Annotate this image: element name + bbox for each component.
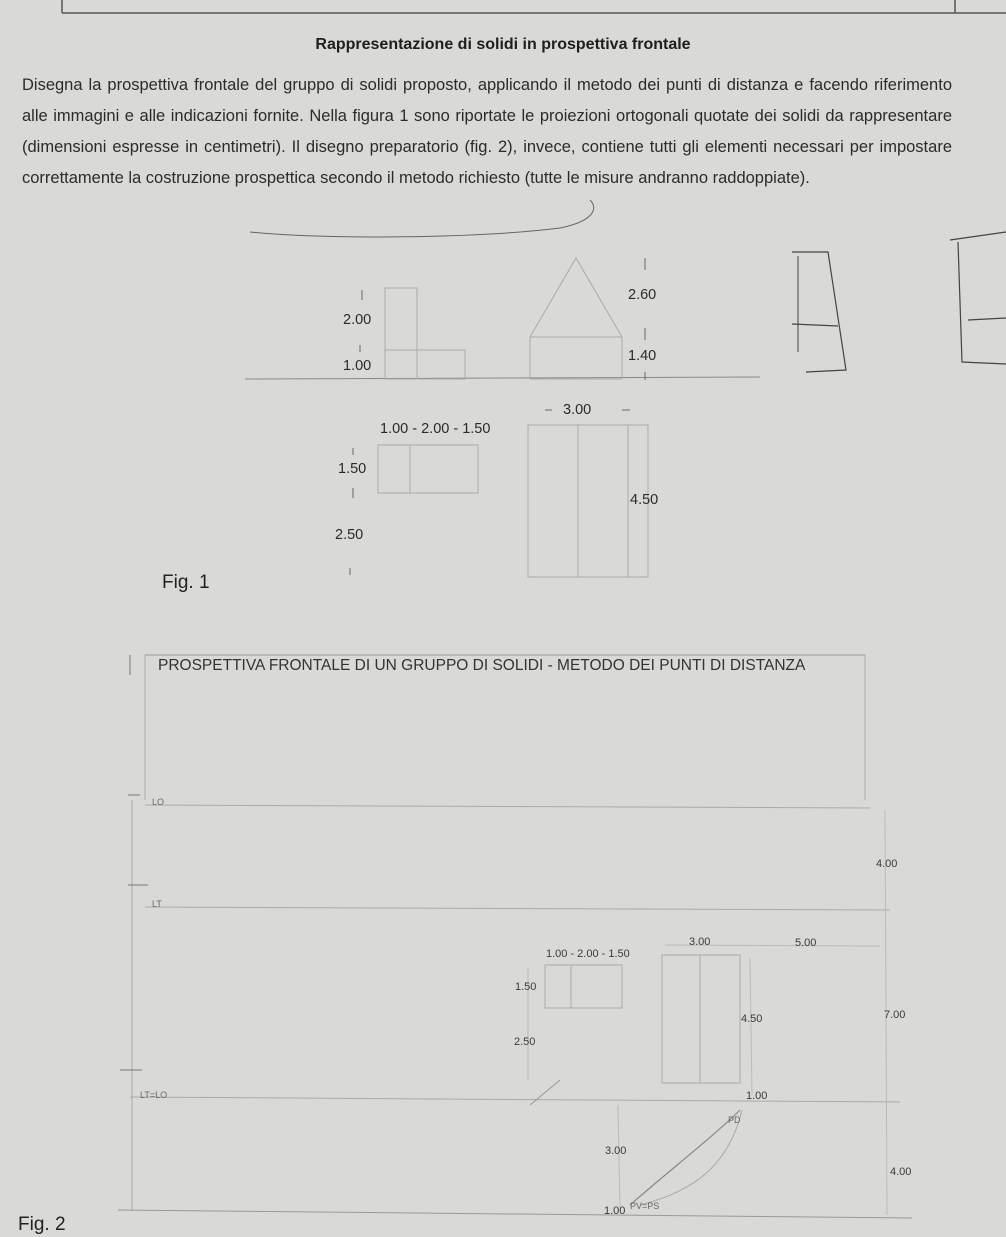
instructions-paragraph: Disegna la prospettiva frontale del gruppo di solidi proposto, applicando il metodo dei punti di distanza e facendo riferimento alle immagini e alle indicazioni fornite. Nella figura 1 sono riportate le proiezioni ortogonali quotate dei solidi da rappresentare (dimensioni espresse in centimetri). Il disegno preparatorio (fig. 2), invece, contiene tutti gli elementi necessari per impostare correttamente la costruzione prospettica secondo il metodo richiesto (tutte le misure andranno raddoppiate). — [22, 76, 952, 187]
fig1-dim-450: 4.50 — [630, 492, 659, 508]
fig1-dim-260: 2.60 — [628, 287, 657, 303]
fig2-dim-400-bottom: 4.00 — [890, 1166, 912, 1178]
fig2-dim-300-bottom: 3.00 — [605, 1145, 627, 1157]
fig2-label-pv-ps: PV=PS — [630, 1201, 660, 1211]
fig1-dim-200: 2.00 — [343, 312, 372, 328]
fig2-dim-150: 1.50 — [515, 981, 537, 993]
fig2-box-title: PROSPETTIVA FRONTALE DI UN GRUPPO DI SOLIDI - METODO DEI PUNTI DI DISTANZA — [158, 657, 806, 674]
fig2-dim-500: 5.00 — [795, 937, 817, 949]
fig2-caption: Fig. 2 — [18, 1214, 66, 1235]
fig2-label-lo: LO — [152, 797, 165, 807]
fig2-dim-450: 4.50 — [741, 1013, 763, 1025]
fig2-dim-400-top: 4.00 — [876, 858, 898, 870]
fig1-dim-100: 1.00 — [343, 358, 372, 374]
fig1-dim-140: 1.40 — [628, 348, 657, 364]
fig1-dim-300: 3.00 — [563, 402, 592, 418]
fig2-label-lt: LT — [152, 899, 162, 909]
fig2-dim-250: 2.50 — [514, 1036, 536, 1048]
fig2-dim-300: 3.00 — [689, 936, 711, 948]
fig2-dim-top-row: 1.00 - 2.00 - 1.50 — [546, 948, 630, 960]
fig2-dim-100-right: 1.00 — [746, 1090, 768, 1102]
fig1-dim-150: 1.50 — [338, 461, 367, 477]
fig1-dim-top-row: 1.00 - 2.00 - 1.50 — [380, 421, 491, 437]
fig2-label-pd: PD — [728, 1115, 741, 1125]
fig2-dim-700: 7.00 — [884, 1009, 906, 1021]
fig2-label-lt-lo: LT=LO — [140, 1090, 168, 1100]
fig1-caption: Fig. 1 — [162, 572, 210, 593]
page-title: Rappresentazione di solidi in prospettiva frontale — [315, 36, 691, 53]
fig2-dim-100-bottom: 1.00 — [604, 1205, 626, 1217]
fig1-dim-250: 2.50 — [335, 527, 364, 543]
